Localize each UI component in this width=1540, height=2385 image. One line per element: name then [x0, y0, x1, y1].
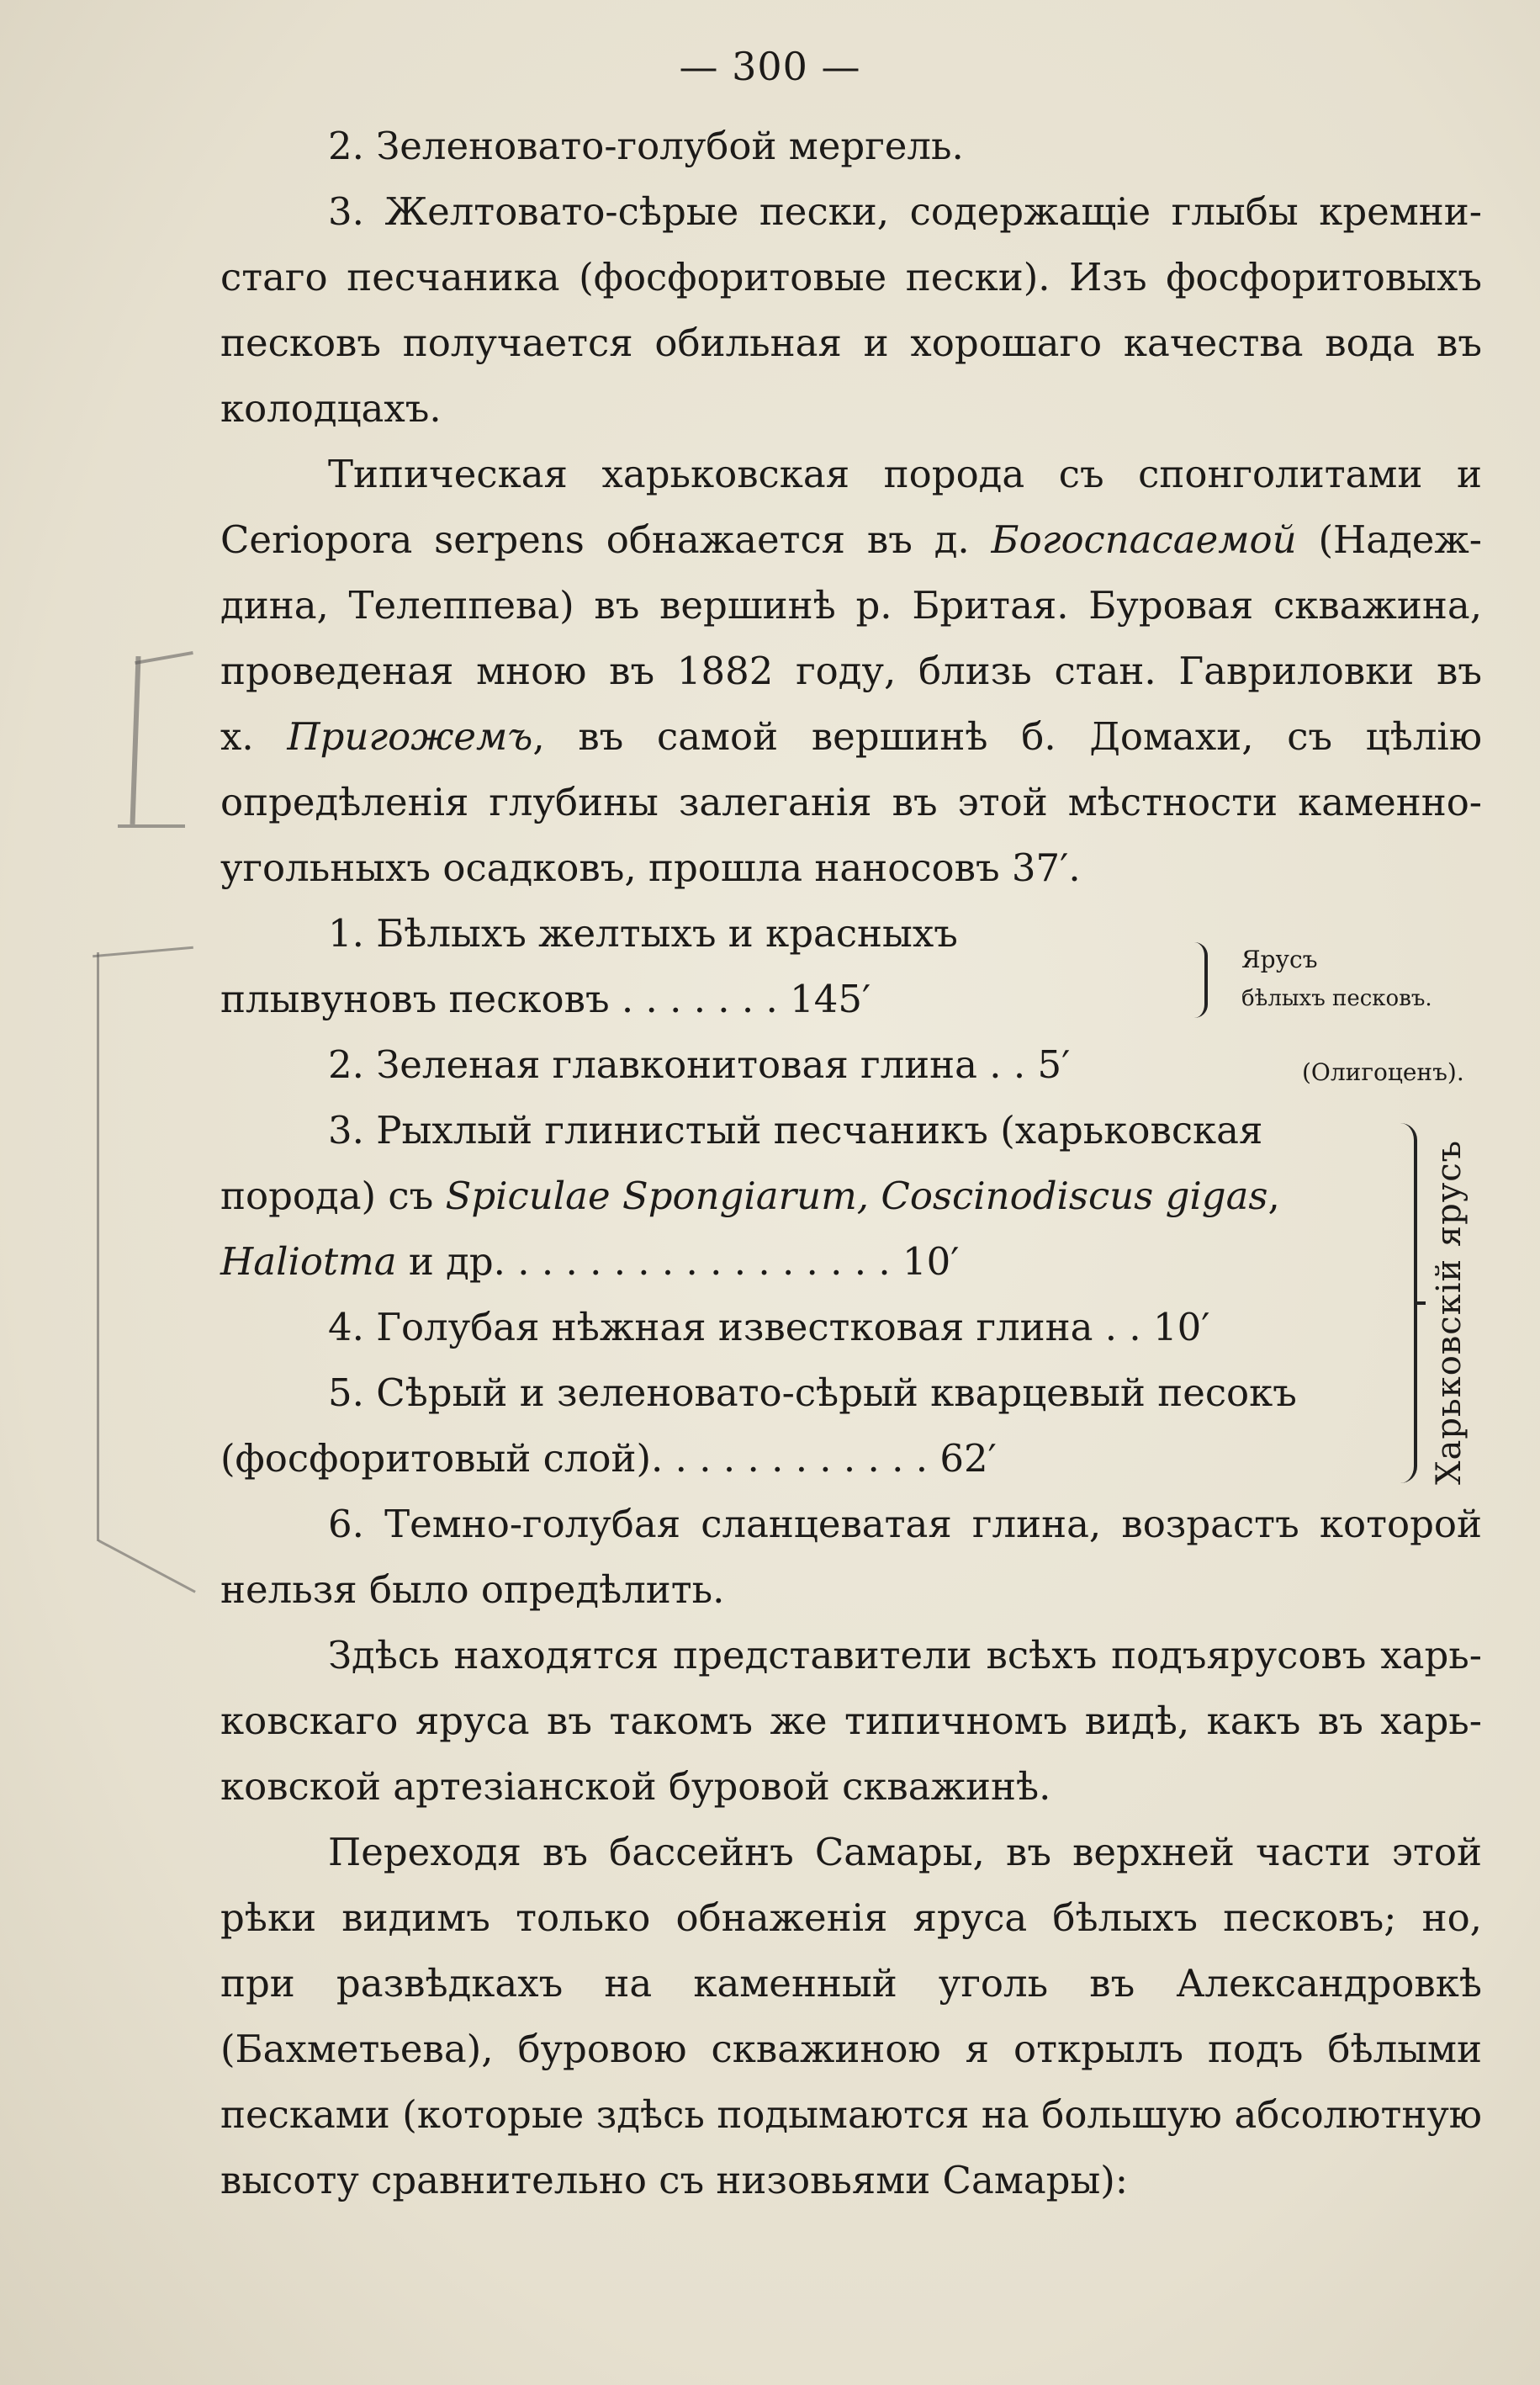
- text-line: 3. Рыхлый глинистый песчаникъ (харьковская: [328, 1108, 1263, 1153]
- text-line: нельзя было опредѣлить.: [220, 1567, 725, 1612]
- text-line: угольныхъ осадковъ, прошла наносовъ 37′.: [220, 845, 1081, 890]
- pencil-mark-diagonal: [98, 1540, 196, 1593]
- text-line: стаго песчаника (фосфоритовые пески). Изъ фосфоритовыхъ: [220, 255, 1482, 299]
- text-line: ковской артезіанской буровой скважинѣ.: [220, 1764, 1051, 1809]
- side-note-white-sands-2: бѣлыхъ песковъ.: [1241, 986, 1432, 1011]
- text-line: песковъ получается обильная и хорошаго качества вода въ: [220, 321, 1482, 365]
- text-line: (фосфоритовый слой). . . . . . . . . . . . 62′: [220, 1436, 997, 1481]
- text-line: Переходя въ бассейнъ Самары, въ верхней части этой: [328, 1830, 1482, 1874]
- text-line: ковскаго яруса въ такомъ же типичномъ видѣ, какъ въ харь-: [220, 1699, 1482, 1743]
- text-line: 4. Голубая нѣжная известковая глина . . 10′: [328, 1305, 1210, 1349]
- text-line: плывуновъ песковъ . . . . . . . 145′: [220, 977, 871, 1021]
- text-line: рѣки видимъ только обнаженія яруса бѣлыхъ песковъ; но,: [220, 1895, 1482, 1940]
- text-line: порода) съ Spiculae Spongiarum, Coscinodiscus gigas,: [220, 1174, 1280, 1218]
- pencil-mark-line: [93, 946, 193, 957]
- text-line: песками (которые здѣсь подымаются на большую абсолютную: [220, 2092, 1482, 2137]
- page-number: — 300 —: [679, 44, 861, 89]
- text-line: (Бахметьева), буровою скважиною я открылъ подъ бѣлыми: [220, 2027, 1482, 2071]
- brace-white-sands: [1194, 942, 1208, 1018]
- pencil-mark-bottom: [118, 824, 185, 828]
- text-line: Ceriopora serpens обнажается въ д. Богоспасаемой (Надеж-: [220, 517, 1483, 562]
- text-line: при развѣдкахъ на каменный уголь въ Александровкѣ: [220, 1961, 1482, 2006]
- side-note-oligocene: (Олигоценъ).: [1302, 1058, 1464, 1086]
- text-line: высоту сравнительно съ низовьями Самары):: [220, 2158, 1128, 2202]
- book-page: — 300 — 2. Зеленовато-голубой мергель. 3. Желтовато-сѣрые пески, содержащіе глыбы кремни- стаго песчаника (фосфоритовые пески). Изъ фосфоритовыхъ песковъ получается обильная и хорошаго качества вода въ колодцахъ. Типическая харьковская порода съ спонголитами и Ceriopora serpens обнажается въ д. Богоспасаемой (Надеж- дина, Телеппева) въ вершинѣ р. Бритая. Буровая скважина, проведеная мною въ 1882 году, близь стан. Гавриловки въ х. Пригожемъ, въ самой вершинѣ б. Домахи, съ цѣлію опредѣленія глубины залеганія въ этой мѣстности каменно- угольныхъ осадковъ, прошла наносовъ 37′. 1. Бѣлыхъ желтыхъ и красныхъ плывуновъ песковъ . . . . . . . 145′ 2. Зеленая главконитовая глина . . 5′ 3. Рыхлый глинистый песчаникъ (харьковская порода) съ Spiculae Spongiarum, Coscinodiscus gigas, Haliotma и др. . . . . . . . . . . . . . . . . 10′ 4. Голубая нѣжная известковая глина . . 10′ 5. Сѣрый и зеленовато-сѣрый кварцевый песокъ (фосфоритовый слой). . . . . . . . . . . . 62′ 6. Темно-голубая сланцеватая глина, возрастъ которой нельзя было опредѣлить. Здѣсь находятся представители всѣхъ подъярусовъ харь- ковскаго яруса въ такомъ же типичномъ видѣ, какъ въ харь- ковской артезіанской буровой скважинѣ. Переходя въ бассейнъ Самары, въ верхней части этой рѣки видимъ только обнаженія яруса бѣлыхъ песковъ; но, при развѣдкахъ на каменный уголь въ Александровкѣ (Бахметьева), буровою скважиною я открылъ подъ бѣлыми песками (которые здѣсь подымаются на большую абсолютную высоту сравнительно съ низовьями Самары): Ярусъ бѣлыхъ песковъ. (Олигоценъ). Харьковскій ярусъ: [0, 0, 1540, 2385]
- text-line: Haliotma и др. . . . . . . . . . . . . . . . . 10′: [220, 1239, 960, 1284]
- text-line: 2. Зеленая главконитовая глина . . 5′: [328, 1042, 1071, 1087]
- text-line: колодцахъ.: [220, 386, 442, 431]
- text-line: Здѣсь находятся представители всѣхъ подъярусовъ харь-: [328, 1633, 1482, 1677]
- text-line: 1. Бѣлыхъ желтыхъ и красныхъ: [328, 911, 958, 956]
- pencil-mark-vertical: [97, 952, 99, 1541]
- text-line: Типическая харьковская порода съ спонголитами и: [328, 452, 1482, 496]
- text-line: 2. Зеленовато-голубой мергель.: [328, 124, 964, 168]
- text-line: 6. Темно-голубая сланцеватая глина, возрастъ которой: [328, 1502, 1482, 1546]
- pencil-mark-bracket: [130, 656, 141, 824]
- text-line: 5. Сѣрый и зеленовато-сѣрый кварцевый песокъ: [328, 1370, 1297, 1415]
- side-note-white-sands-1: Ярусъ: [1241, 946, 1318, 973]
- text-line: 3. Желтовато-сѣрые пески, содержащіе глыбы кремни-: [328, 189, 1482, 234]
- pencil-mark-top: [135, 651, 193, 665]
- text-line: дина, Телеппева) въ вершинѣ р. Бритая. Буровая скважина,: [220, 583, 1482, 628]
- text-line: х. Пригожемъ, въ самой вершинѣ б. Домахи, съ цѣлію: [220, 714, 1482, 759]
- text-line: опредѣленія глубины залеганія въ этой мѣстности каменно-: [220, 780, 1482, 824]
- text-line: проведеная мною въ 1882 году, близь стан. Гавриловки въ: [220, 649, 1482, 693]
- brace-kharkov-tip: [1414, 1301, 1426, 1305]
